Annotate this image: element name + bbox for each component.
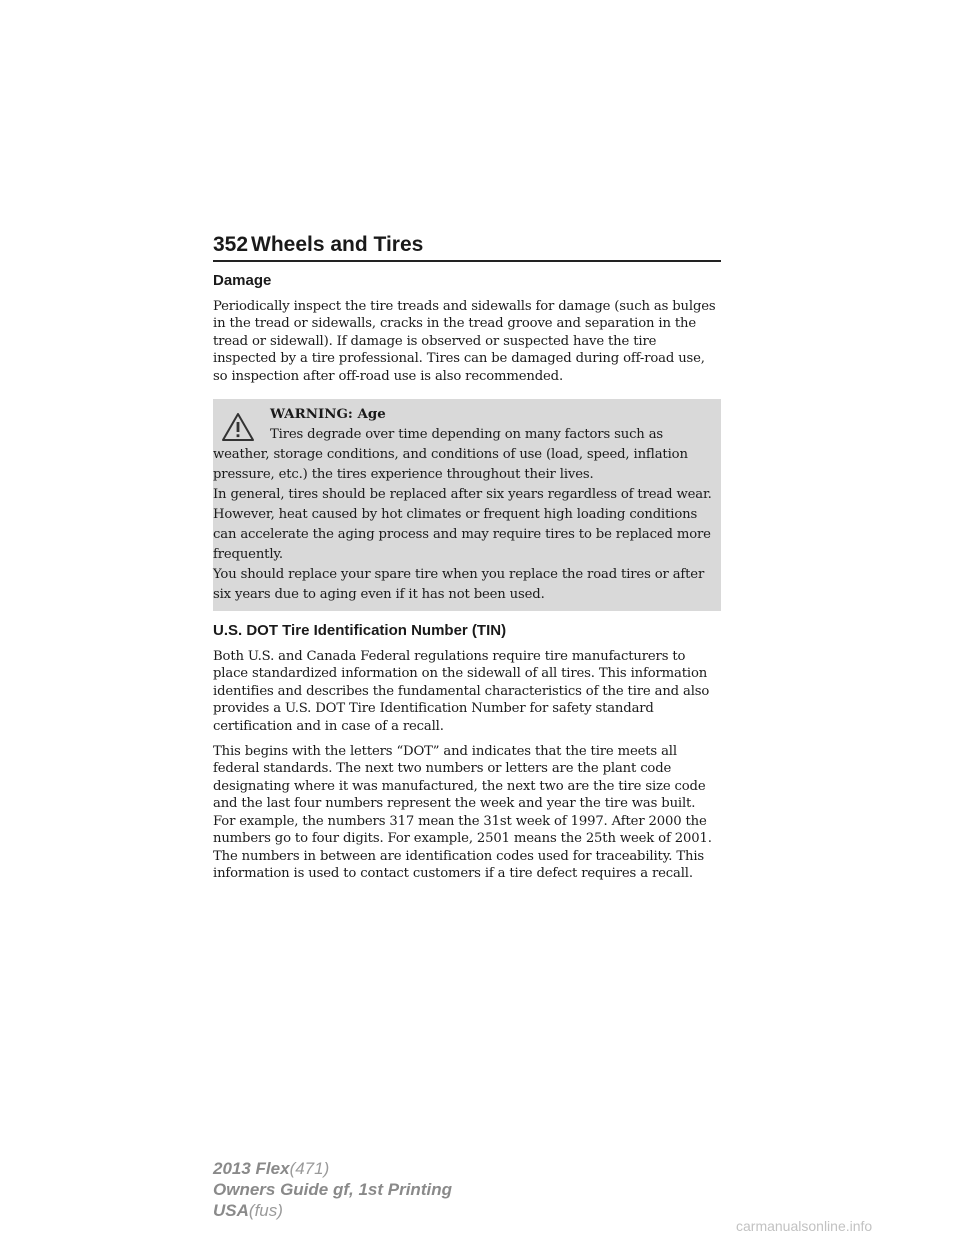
damage-heading: Damage (213, 272, 272, 289)
section-title: Wheels and Tires (251, 233, 424, 256)
warning-title: WARNING: Age (270, 406, 386, 423)
warning-triangle-icon (221, 412, 255, 442)
damage-paragraph: Periodically inspect the tire treads and sidewalls for damage (such as bulges in the tread or sidewalls, cracks in the tread groove and separation in the tread or sidewall). If damage is observed or suspected have the tire inspected by a tire professional. Tires can be damaged during off-road use, so inspection after off-road use is also recommended. (213, 299, 716, 384)
warning-paragraph-3: You should replace your spare tire when you replace the road tires or after six years due to aging even if it has not been used. (213, 567, 705, 603)
footer-market: USA (213, 1201, 249, 1220)
footer-line-3 (213, 1200, 452, 1221)
warning-paragraph-2: In general, tires should be replaced after six years regardless of tread wear. However, heat caused by hot climates or frequent high loading conditions can accelerate the aging process and may require tires to be replaced more frequently. (213, 487, 712, 563)
page-header (213, 232, 721, 262)
footer-market-code: (fus) (248, 1201, 283, 1220)
page-content (213, 271, 721, 890)
footer-line-1 (213, 1158, 452, 1179)
warning-paragraph-1: Tires degrade over time depending on many factors such as weather, storage conditions, and conditions of use (load, speed, inflation pressure, etc.) the tires experience throughout their lives. (213, 427, 688, 483)
watermark-text: carmanualsonline.info (736, 1218, 873, 1234)
footer-line-2 (213, 1179, 452, 1200)
warning-box (213, 399, 721, 611)
footer-guide: Owners Guide gf, 1st Printing (213, 1180, 452, 1199)
tin-paragraph-2: This begins with the letters “DOT” and indicates that the tire meets all federal standards. The next two numbers or letters are the plant code designating where it was manufactured, the next two are the tire size code and the last four numbers represent the week and year the tire was built. For example, the numbers 317 mean the 31st week of 1997. After 2000 the numbers go to four digits. For example, 2501 means the 25th week of 2001. The numbers in between are identification codes used for traceability. This information is used to contact customers if a tire defect requires a recall. (213, 744, 712, 881)
page-footer (213, 1158, 452, 1221)
warning-header (213, 404, 715, 446)
footer-model-code: (471) (289, 1159, 330, 1178)
footer-model: 2013 Flex (213, 1159, 290, 1178)
tin-paragraph-1: Both U.S. and Canada Federal regulations require tire manufacturers to place standardized information on the sidewall of all tires. This information identifies and describes the fundamental characteristics of the tire and also provides a U.S. DOT Tire Identification Number for safety standard certification and in case of a recall. (213, 649, 710, 734)
page-number: 352 (213, 233, 249, 256)
tin-heading: U.S. DOT Tire Identification Number (TIN) (213, 622, 507, 640)
